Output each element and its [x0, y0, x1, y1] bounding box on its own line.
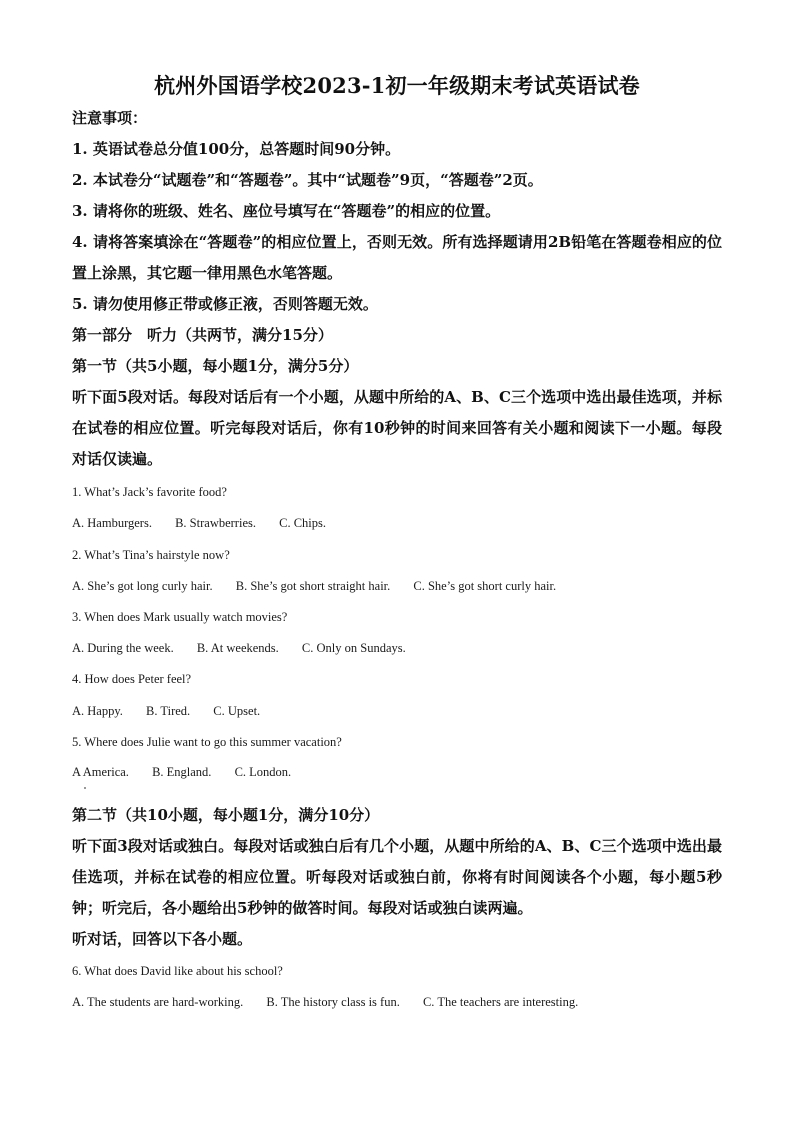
section2-instructions: 听下面3段对话或独白。每段对话或独白后有几个小题，从题中所给的A、B、C三个选项中选出最佳选项，并标在试卷的相应位置。听每段对话或独白前，你将有时间阅读各个小题，每小题5秒钟；听完后，各小题给出5秒钟的做答时间。每段对话或独白读两遍。 [72, 837, 722, 917]
notice-item-2: 2. 本试卷分“试题卷”和“答题卷”。其中“试题卷”9页，“答题卷”2页。 [72, 171, 543, 189]
notice-item-5: 5. 请勿使用修正带或修正液，否则答题无效。 [72, 295, 378, 313]
option-c: C. London. [234, 765, 292, 779]
option-b: B. At weekends. [196, 641, 279, 655]
option-c: C. Only on Sundays. [301, 641, 406, 655]
option-c: C. She’s got short curly hair. [413, 579, 557, 593]
option-b: B. Strawberries. [175, 516, 256, 530]
question-4: 4. How does Peter feel? [72, 672, 192, 686]
section1-instructions: 听下面5段对话。每段对话后有一个小题，从题中所给的A、B、C三个选项中选出最佳选项，并标在试卷的相应位置。听完每段对话后，你有10秒钟的时间来回答有关小题和阅读下一小题。每段对话仅读遍。 [72, 388, 722, 468]
option-b: B. England. [152, 765, 212, 779]
option-c: C. Chips. [279, 516, 326, 530]
notice-heading: 注意事项： [72, 109, 148, 127]
question-6-options [72, 992, 722, 1012]
question-5-options [72, 762, 722, 782]
option-a: A. Hamburgers. [72, 516, 152, 530]
question-2: 2. What’s Tina’s hairstyle now? [72, 548, 230, 562]
notice-item-4: 4. 请将答案填涂在“答题卷”的相应位置上，否则无效。所有选择题请用2B铅笔在答题卷相应的位置上涂黑，其它题一律用黑色水笔答题。 [72, 233, 722, 282]
option-a: A. The students are hard-working. [72, 995, 244, 1009]
option-c: C. The teachers are interesting. [422, 995, 579, 1009]
question-3-options [72, 638, 722, 658]
question-1-options [72, 513, 722, 533]
question-4-options [72, 701, 722, 721]
option-c: C. Upset. [213, 704, 261, 718]
question-3: 3. When does Mark usually watch movies? [72, 610, 288, 624]
section1-heading: 第一节（共5小题，每小题1分，满分5分） [72, 357, 359, 375]
stray-mark [84, 787, 86, 789]
option-b: B. Tired. [146, 704, 191, 718]
question-2-options [72, 576, 722, 596]
option-b: B. She’s got short straight hair. [235, 579, 391, 593]
option-b: B. The history class is fun. [266, 995, 400, 1009]
part1-heading: 第一部分 听力（共两节，满分15分） [72, 326, 333, 344]
exam-title: 杭州外国语学校2023-1初一年级期末考试英语试卷 [154, 73, 640, 98]
option-a: A America. [72, 765, 129, 779]
question-1: 1. What’s Jack’s favorite food? [72, 485, 227, 499]
question-6: 6. What does David like about his school? [72, 964, 283, 978]
notice-item-1: 1. 英语试卷总分值100分，总答题时间90分钟。 [72, 140, 401, 158]
section2-prompt: 听对话，回答以下各小题。 [72, 930, 253, 948]
option-a: A. Happy. [72, 704, 123, 718]
option-a: A. She’s got long curly hair. [72, 579, 213, 593]
section2-heading: 第二节（共10小题，每小题1分，满分10分） [72, 806, 380, 824]
notice-item-3: 3. 请将你的班级、姓名、座位号填写在“答题卷”的相应的位置。 [72, 202, 501, 220]
option-a: A. During the week. [72, 641, 174, 655]
question-5: 5. Where does Julie want to go this summer vacation? [72, 735, 342, 749]
